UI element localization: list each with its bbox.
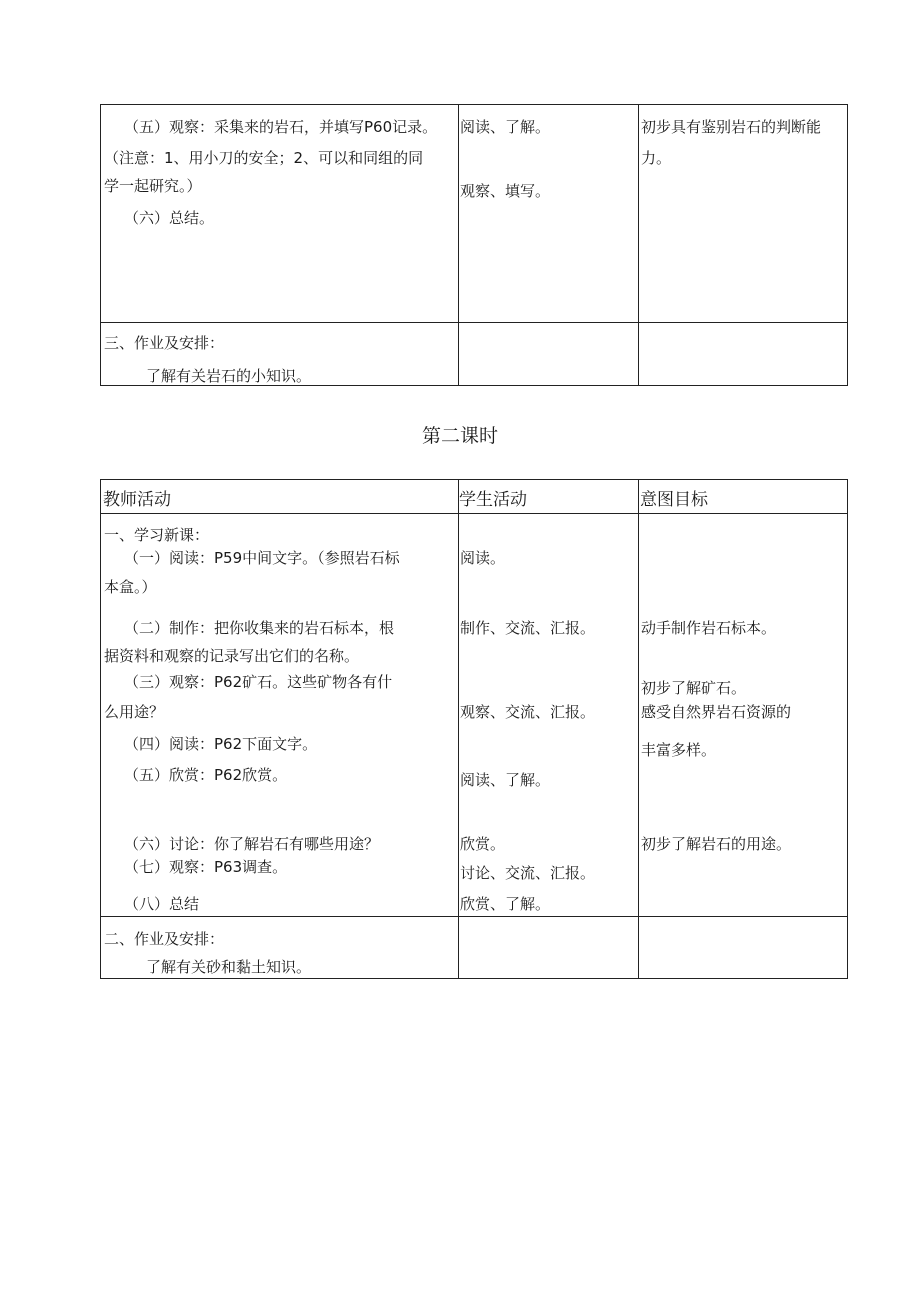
column-divider [638,480,639,978]
student-activity-line: 讨论、交流、汇报。 [460,864,596,882]
student-activity-line: 阅读、了解。 [460,118,551,136]
goal-line: 动手制作岩石标本。 [641,619,777,637]
teacher-activity-line: （注意：1、用小刀的安全；2、可以和同组的同 [104,149,424,167]
teacher-activity-line: 据资料和观察的记录写出它们的名称。 [104,647,360,665]
column-divider [458,105,459,385]
homework-text: 了解有关砂和黏土知识。 [146,958,312,976]
student-activity-line: 观察、填写。 [460,182,551,200]
teacher-activity-line: 么用途？ [104,703,165,721]
student-activity-line: 欣赏、了解。 [460,895,551,913]
teacher-activity-line: （一）阅读：P59中间文字。（参照岩石标 [124,549,400,567]
row-divider [101,322,847,323]
teacher-activity-line: （二）制作：把你收集来的岩石标本，根 [124,619,395,637]
teacher-activity-line: （五）观察：采集来的岩石，并填写P60记录。 [124,118,438,136]
teacher-activity-line: （六）讨论：你了解岩石有哪些用途？ [124,835,380,853]
header-teacher-activity: 教师活动 [103,490,171,510]
header-student-activity: 学生活动 [459,490,527,510]
teacher-activity-line: 一、学习新课： [104,526,210,544]
header-goal: 意图目标 [640,490,708,510]
goal-line: 初步具有鉴别岩石的判断能 [641,118,822,136]
goal-line: 力。 [641,149,672,167]
goal-line: 感受自然界岩石资源的 [641,703,792,721]
teacher-activity-line: （八）总结 [124,895,200,913]
student-activity-line: 阅读。 [460,549,506,567]
teacher-activity-line: 本盒。） [104,578,157,596]
homework-heading: 二、作业及安排： [104,930,225,948]
student-activity-line: 观察、交流、汇报。 [460,703,596,721]
teacher-activity-line: （五）欣赏：P62欣赏。 [124,766,288,784]
student-activity-line: 欣赏。 [460,835,506,853]
teacher-activity-line: （四）阅读：P62下面文字。 [124,735,318,753]
homework-heading: 三、作业及安排： [104,334,225,352]
goal-line: 丰富多样。 [641,741,717,759]
teacher-activity-line: （六）总结。 [124,209,215,227]
homework-text: 了解有关岩石的小知识。 [146,367,312,385]
column-divider [638,105,639,385]
column-divider [458,480,459,978]
student-activity-line: 制作、交流、汇报。 [460,619,596,637]
teacher-activity-line: （三）观察：P62矿石。这些矿物各有什 [124,673,393,691]
teacher-activity-line: （七）观察：P63调查。 [124,858,288,876]
goal-line: 初步了解矿石。 [641,679,747,697]
row-divider [101,513,847,514]
student-activity-line: 阅读、了解。 [460,771,551,789]
lesson2-title: 第二课时 [421,425,498,447]
teacher-activity-line: 学一起研究。） [104,177,202,195]
goal-line: 初步了解岩石的用途。 [641,835,792,853]
row-divider [101,916,847,917]
